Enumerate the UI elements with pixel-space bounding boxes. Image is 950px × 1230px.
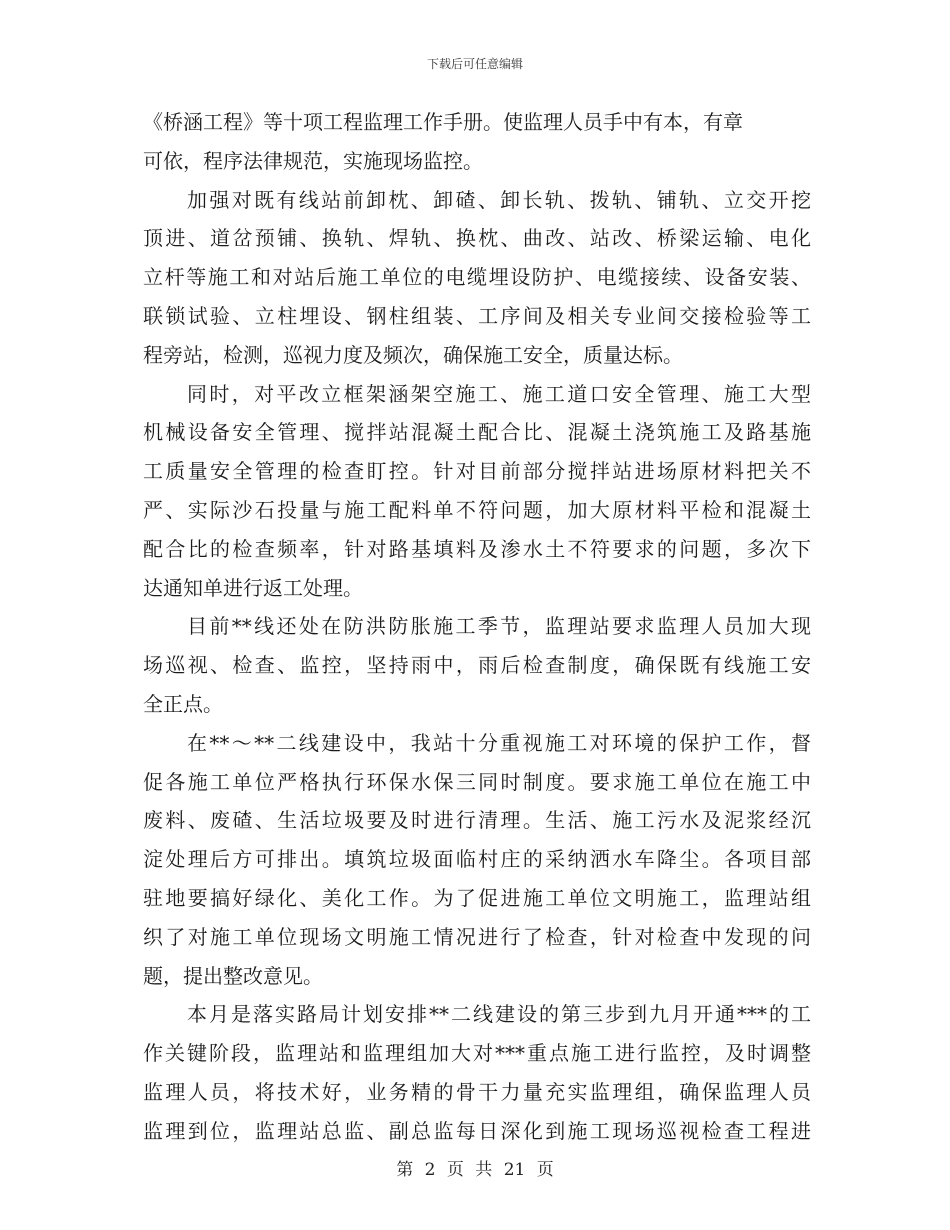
- page-number-footer: 第 2 页 共 21 页: [396, 1160, 554, 1180]
- text-line: 驻地要搞好绿化、美化工作。为了促进施工单位文明施工，监理站组: [143, 885, 811, 910]
- text-line: 机械设备安全管理、搅拌站混凝土配合比、混凝土浇筑施工及路基施: [143, 420, 811, 445]
- text-line: 程旁站，检测，巡视力度及频次，确保施工安全，质量达标。: [143, 342, 683, 367]
- page-header: 下载后可任意编辑: [426, 57, 523, 71]
- text-line: 《桥涵工程》等十项工程监理工作手册。使监理人员手中有本，有章: [143, 110, 743, 134]
- text-line: 促各施工单位严格执行环保水保三同时制度。要求施工单位在施工中: [143, 769, 811, 794]
- text-line: 联锁试验、立柱埋设、钢柱组装、工序间及相关专业间交接检验等工: [143, 303, 811, 328]
- text-line: 淀处理后方可排出。填筑垃圾面临村庄的采纳洒水车降尘。各项目部: [143, 847, 811, 872]
- text-line: 严、实际沙石投量与施工配料单不符问题，加大原材料平检和混凝土: [143, 497, 811, 522]
- text-line: 监理人员，将技术好，业务精的骨干力量充实监理组，确保监理人员: [143, 1079, 811, 1104]
- text-line: 可依，程序法律规范，实施现场监控。: [143, 148, 483, 173]
- paragraph-first-line: 目前**线还处在防洪防胀施工季节，监理站要求监理人员加大现: [187, 614, 811, 639]
- text-line: 配合比的检查频率，针对路基填料及渗水土不符要求的问题，多次下: [143, 536, 811, 561]
- paragraph-first-line: 加强对既有线站前卸枕、卸碴、卸长轨、拨轨、铺轨、立交开挖: [187, 187, 811, 212]
- text-line: 题，提出整改意见。: [143, 963, 323, 988]
- text-line: 立杆等施工和对站后施工单位的电缆埋设防护、电缆接续、设备安装、: [143, 265, 811, 290]
- text-line: 废料、废碴、生活垃圾要及时进行清理。生活、施工污水及泥浆经沉: [143, 808, 811, 833]
- paragraph-first-line: 本月是落实路局计划安排**二线建设的第三步到九月开通***的工: [187, 1002, 811, 1027]
- text-line: 监理到位，监理站总监、副总监每日深化到施工现场巡视检查工程进: [143, 1118, 811, 1143]
- body-text: [143, 103, 811, 1151]
- text-line: 场巡视、检查、监控，坚持雨中，雨后检查制度，确保既有线施工安: [143, 653, 811, 678]
- text-line: 工质量安全管理的检查盯控。针对目前部分搅拌站进场原材料把关不: [143, 459, 811, 484]
- paragraph-first-line: 在**～**二线建设中，我站十分重视施工对环境的保护工作，督: [187, 730, 811, 755]
- text-line: 作关键阶段，监理站和监理组加大对***重点施工进行监控，及时调整: [143, 1041, 811, 1066]
- paragraph-first-line: 同时，对平改立框架涵架空施工、施工道口安全管理、施工大型: [187, 381, 811, 406]
- text-line: 全正点。: [143, 691, 223, 716]
- text-line: 织了对施工单位现场文明施工情况进行了检查，针对检查中发现的问: [143, 924, 811, 949]
- text-line: 顶进、道岔预铺、换轨、焊轨、换枕、曲改、站改、桥梁运输、电化: [143, 226, 811, 251]
- text-line: 达通知单进行返工处理。: [143, 575, 363, 600]
